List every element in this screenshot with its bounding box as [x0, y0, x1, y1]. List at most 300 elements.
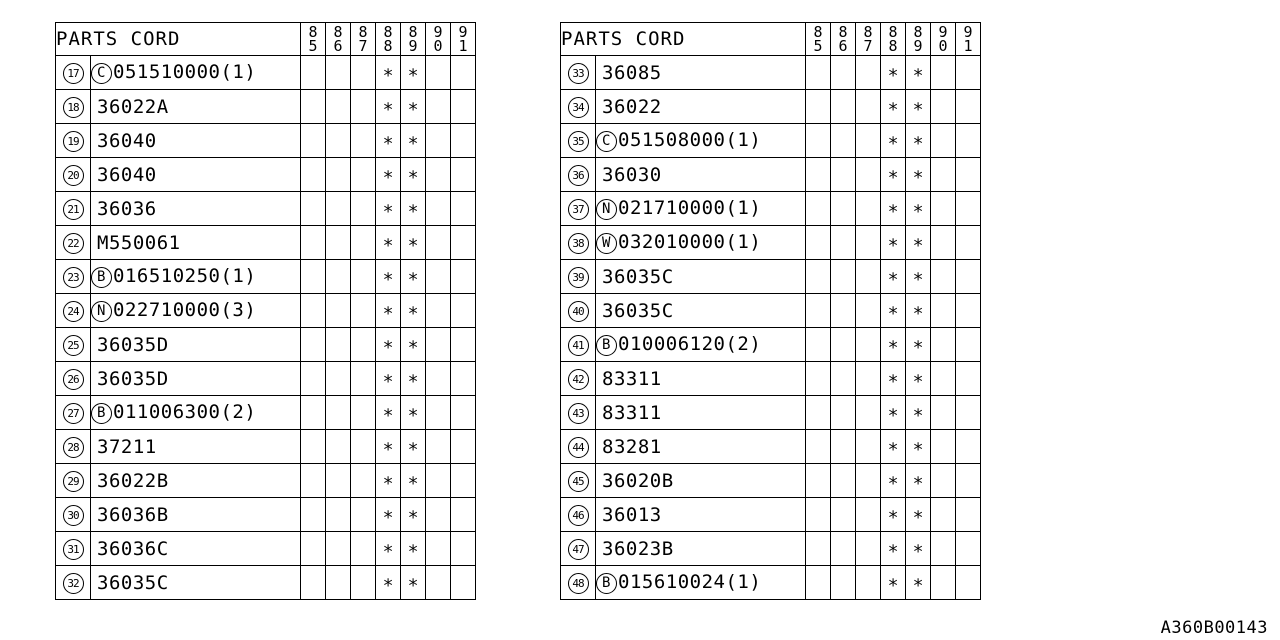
- empty-year-cell: [956, 328, 981, 362]
- ref-number-cell: [561, 396, 596, 430]
- prefix-badge: B: [91, 267, 112, 288]
- year-digit: 9: [938, 23, 948, 41]
- ref-number-badge: 28: [63, 437, 84, 458]
- table-row: [56, 226, 476, 260]
- empty-year-cell: [301, 328, 326, 362]
- prefix-badge: W: [596, 233, 617, 254]
- ref-number-cell: [56, 158, 91, 192]
- empty-year-cell: [956, 294, 981, 328]
- empty-year-cell: [326, 532, 351, 566]
- ref-number-cell: [561, 294, 596, 328]
- table-row: [56, 158, 476, 192]
- empty-year-cell: [326, 90, 351, 124]
- empty-year-cell: [451, 56, 476, 90]
- empty-year-cell: [931, 90, 956, 124]
- ref-number-badge: 31: [63, 539, 84, 560]
- part-code: 36085: [602, 61, 662, 84]
- year-header: [881, 23, 906, 56]
- part-code-cell: [596, 56, 806, 90]
- empty-year-cell: [326, 158, 351, 192]
- applicability-mark: ∗: [881, 260, 906, 294]
- ref-number-cell: [561, 124, 596, 158]
- empty-year-cell: [856, 158, 881, 192]
- part-code: 36022: [602, 95, 662, 118]
- empty-year-cell: [856, 90, 881, 124]
- part-code: 36040: [97, 163, 157, 186]
- header-row: [56, 23, 476, 56]
- empty-year-cell: [856, 430, 881, 464]
- empty-year-cell: [831, 260, 856, 294]
- table-row: [56, 328, 476, 362]
- table-row: [56, 464, 476, 498]
- year-header: [831, 23, 856, 56]
- part-code-cell: [596, 158, 806, 192]
- table-row: [561, 56, 981, 90]
- table-row: [56, 192, 476, 226]
- year-header: [301, 23, 326, 56]
- table-row: [56, 566, 476, 600]
- ref-number-badge: 46: [568, 505, 589, 526]
- empty-year-cell: [931, 192, 956, 226]
- table-row: [561, 498, 981, 532]
- empty-year-cell: [451, 260, 476, 294]
- empty-year-cell: [831, 498, 856, 532]
- applicability-mark: ∗: [376, 260, 401, 294]
- empty-year-cell: [856, 226, 881, 260]
- part-code-cell: [596, 260, 806, 294]
- year-digit: 8: [838, 23, 848, 41]
- applicability-mark: ∗: [906, 362, 931, 396]
- table-row: [561, 362, 981, 396]
- applicability-mark: ∗: [401, 532, 426, 566]
- year-digit: 0: [433, 37, 443, 55]
- year-digit: 8: [383, 23, 393, 41]
- ref-number-badge: 20: [63, 165, 84, 186]
- applicability-mark: ∗: [376, 294, 401, 328]
- part-code-cell: [91, 566, 301, 600]
- applicability-mark: ∗: [401, 56, 426, 90]
- parts-table-left: [55, 22, 476, 600]
- empty-year-cell: [426, 396, 451, 430]
- ref-number-cell: [561, 226, 596, 260]
- part-code-cell: [91, 226, 301, 260]
- empty-year-cell: [451, 566, 476, 600]
- year-digit: 8: [863, 23, 873, 41]
- part-code-cell: [596, 362, 806, 396]
- ref-number-badge: 41: [568, 335, 589, 356]
- part-code: 022710000(3): [113, 299, 257, 321]
- empty-year-cell: [351, 158, 376, 192]
- table-row: [561, 158, 981, 192]
- empty-year-cell: [856, 124, 881, 158]
- empty-year-cell: [301, 464, 326, 498]
- empty-year-cell: [806, 396, 831, 430]
- empty-year-cell: [806, 158, 831, 192]
- empty-year-cell: [831, 294, 856, 328]
- part-code: 36022B: [97, 469, 169, 492]
- ref-number-badge: 43: [568, 403, 589, 424]
- ref-number-cell: [56, 192, 91, 226]
- applicability-mark: ∗: [401, 192, 426, 226]
- empty-year-cell: [351, 430, 376, 464]
- empty-year-cell: [806, 90, 831, 124]
- applicability-mark: ∗: [881, 192, 906, 226]
- part-code: 36035C: [97, 571, 169, 594]
- empty-year-cell: [856, 192, 881, 226]
- ref-number-badge: 18: [63, 97, 84, 118]
- part-code-cell: [596, 498, 806, 532]
- year-digit: 5: [813, 37, 823, 55]
- year-header: [931, 23, 956, 56]
- part-code: 36036B: [97, 503, 169, 526]
- applicability-mark: ∗: [906, 90, 931, 124]
- year-header: [956, 23, 981, 56]
- table-row: [561, 566, 981, 600]
- empty-year-cell: [831, 124, 856, 158]
- ref-number-badge: 47: [568, 539, 589, 560]
- part-code: 032010000(1): [618, 231, 762, 253]
- empty-year-cell: [831, 532, 856, 566]
- empty-year-cell: [956, 498, 981, 532]
- empty-year-cell: [956, 90, 981, 124]
- empty-year-cell: [931, 362, 956, 396]
- empty-year-cell: [351, 124, 376, 158]
- applicability-mark: ∗: [906, 226, 931, 260]
- part-code-cell: [91, 260, 301, 294]
- applicability-mark: ∗: [881, 294, 906, 328]
- empty-year-cell: [856, 566, 881, 600]
- ref-number-badge: 19: [63, 131, 84, 152]
- applicability-mark: ∗: [376, 532, 401, 566]
- part-code: 021710000(1): [618, 197, 762, 219]
- empty-year-cell: [451, 396, 476, 430]
- applicability-mark: ∗: [906, 396, 931, 430]
- empty-year-cell: [831, 430, 856, 464]
- empty-year-cell: [326, 498, 351, 532]
- empty-year-cell: [426, 362, 451, 396]
- applicability-mark: ∗: [376, 430, 401, 464]
- empty-year-cell: [931, 464, 956, 498]
- header-row: [561, 23, 981, 56]
- ref-number-cell: [561, 532, 596, 566]
- ref-number-badge: 23: [63, 267, 84, 288]
- empty-year-cell: [426, 498, 451, 532]
- ref-number-cell: [561, 90, 596, 124]
- empty-year-cell: [956, 124, 981, 158]
- empty-year-cell: [351, 464, 376, 498]
- table-row: [56, 260, 476, 294]
- ref-number-badge: 35: [568, 131, 589, 152]
- empty-year-cell: [326, 328, 351, 362]
- empty-year-cell: [426, 430, 451, 464]
- year-digit: 9: [913, 37, 923, 55]
- empty-year-cell: [856, 498, 881, 532]
- applicability-mark: ∗: [906, 464, 931, 498]
- empty-year-cell: [806, 192, 831, 226]
- empty-year-cell: [351, 192, 376, 226]
- empty-year-cell: [451, 532, 476, 566]
- year-header: [351, 23, 376, 56]
- empty-year-cell: [956, 362, 981, 396]
- prefix-badge: N: [91, 301, 112, 322]
- applicability-mark: ∗: [376, 226, 401, 260]
- ref-number-cell: [56, 464, 91, 498]
- diagram-id: A360B00143: [1160, 618, 1268, 638]
- applicability-mark: ∗: [906, 56, 931, 90]
- year-digit: 1: [963, 37, 973, 55]
- column-header-parts-cord: PARTS CORD: [561, 23, 806, 56]
- applicability-mark: ∗: [376, 124, 401, 158]
- part-code: 015610024(1): [618, 571, 762, 593]
- empty-year-cell: [426, 328, 451, 362]
- empty-year-cell: [806, 362, 831, 396]
- empty-year-cell: [301, 192, 326, 226]
- empty-year-cell: [326, 192, 351, 226]
- applicability-mark: ∗: [906, 566, 931, 600]
- year-digit: 7: [358, 37, 368, 55]
- applicability-mark: ∗: [376, 498, 401, 532]
- empty-year-cell: [451, 362, 476, 396]
- applicability-mark: ∗: [881, 56, 906, 90]
- ref-number-cell: [56, 90, 91, 124]
- year-digit: 5: [308, 37, 318, 55]
- ref-number-cell: [56, 56, 91, 90]
- empty-year-cell: [326, 464, 351, 498]
- ref-number-cell: [561, 362, 596, 396]
- empty-year-cell: [806, 430, 831, 464]
- part-code-cell: [596, 328, 806, 362]
- part-code: 016510250(1): [113, 265, 257, 287]
- ref-number-badge: 36: [568, 165, 589, 186]
- year-digit: 9: [433, 23, 443, 41]
- empty-year-cell: [351, 56, 376, 90]
- empty-year-cell: [956, 430, 981, 464]
- year-digit: 8: [408, 23, 418, 41]
- table-row: [561, 464, 981, 498]
- prefix-badge: N: [596, 199, 617, 220]
- applicability-mark: ∗: [401, 90, 426, 124]
- table-row: [56, 124, 476, 158]
- empty-year-cell: [326, 566, 351, 600]
- applicability-mark: ∗: [401, 260, 426, 294]
- part-code: 36030: [602, 163, 662, 186]
- empty-year-cell: [856, 260, 881, 294]
- part-code: 83311: [602, 367, 662, 390]
- empty-year-cell: [831, 56, 856, 90]
- empty-year-cell: [326, 430, 351, 464]
- year-digit: 8: [888, 37, 898, 55]
- year-digit: 8: [813, 23, 823, 41]
- empty-year-cell: [956, 260, 981, 294]
- empty-year-cell: [931, 498, 956, 532]
- applicability-mark: ∗: [401, 158, 426, 192]
- empty-year-cell: [956, 566, 981, 600]
- part-code-cell: [91, 90, 301, 124]
- applicability-mark: ∗: [906, 328, 931, 362]
- table-row: [561, 124, 981, 158]
- ref-number-cell: [561, 430, 596, 464]
- empty-year-cell: [301, 566, 326, 600]
- ref-number-badge: 38: [568, 233, 589, 254]
- empty-year-cell: [301, 430, 326, 464]
- part-code: 051510000(1): [113, 61, 257, 83]
- ref-number-badge: 45: [568, 471, 589, 492]
- empty-year-cell: [301, 56, 326, 90]
- empty-year-cell: [301, 396, 326, 430]
- part-code: 36035C: [602, 299, 674, 322]
- part-code-cell: [91, 328, 301, 362]
- empty-year-cell: [806, 56, 831, 90]
- empty-year-cell: [931, 158, 956, 192]
- table-row: [56, 90, 476, 124]
- table-row: [561, 532, 981, 566]
- empty-year-cell: [426, 566, 451, 600]
- ref-number-cell: [561, 158, 596, 192]
- part-code-cell: [91, 362, 301, 396]
- empty-year-cell: [931, 396, 956, 430]
- prefix-badge: B: [91, 403, 112, 424]
- empty-year-cell: [831, 158, 856, 192]
- empty-year-cell: [451, 328, 476, 362]
- applicability-mark: ∗: [906, 532, 931, 566]
- empty-year-cell: [856, 464, 881, 498]
- part-code-cell: [91, 396, 301, 430]
- part-code-cell: [596, 192, 806, 226]
- table-row: [56, 532, 476, 566]
- part-code: 36036: [97, 197, 157, 220]
- empty-year-cell: [301, 124, 326, 158]
- year-header: [376, 23, 401, 56]
- empty-year-cell: [351, 226, 376, 260]
- table-row: [56, 294, 476, 328]
- empty-year-cell: [856, 362, 881, 396]
- empty-year-cell: [326, 56, 351, 90]
- year-digit: 9: [963, 23, 973, 41]
- empty-year-cell: [301, 362, 326, 396]
- part-code: 37211: [97, 435, 157, 458]
- empty-year-cell: [806, 226, 831, 260]
- applicability-mark: ∗: [376, 56, 401, 90]
- year-digit: 8: [308, 23, 318, 41]
- ref-number-badge: 30: [63, 505, 84, 526]
- empty-year-cell: [806, 566, 831, 600]
- applicability-mark: ∗: [401, 498, 426, 532]
- empty-year-cell: [301, 260, 326, 294]
- empty-year-cell: [931, 566, 956, 600]
- ref-number-badge: 24: [63, 301, 84, 322]
- empty-year-cell: [451, 430, 476, 464]
- applicability-mark: ∗: [881, 226, 906, 260]
- empty-year-cell: [451, 226, 476, 260]
- empty-year-cell: [426, 56, 451, 90]
- year-digit: 6: [333, 37, 343, 55]
- part-code-cell: [91, 192, 301, 226]
- applicability-mark: ∗: [376, 90, 401, 124]
- empty-year-cell: [426, 158, 451, 192]
- ref-number-badge: 34: [568, 97, 589, 118]
- empty-year-cell: [426, 226, 451, 260]
- part-code-cell: [596, 226, 806, 260]
- empty-year-cell: [831, 226, 856, 260]
- applicability-mark: ∗: [376, 328, 401, 362]
- ref-number-badge: 48: [568, 573, 589, 594]
- empty-year-cell: [351, 362, 376, 396]
- part-code: 36023B: [602, 537, 674, 560]
- empty-year-cell: [806, 294, 831, 328]
- ref-number-cell: [56, 566, 91, 600]
- ref-number-badge: 44: [568, 437, 589, 458]
- empty-year-cell: [301, 294, 326, 328]
- table-row: [561, 328, 981, 362]
- applicability-mark: ∗: [881, 90, 906, 124]
- table-row: [56, 396, 476, 430]
- empty-year-cell: [806, 124, 831, 158]
- applicability-mark: ∗: [401, 294, 426, 328]
- year-header: [426, 23, 451, 56]
- part-code-cell: [91, 532, 301, 566]
- applicability-mark: ∗: [881, 498, 906, 532]
- empty-year-cell: [931, 124, 956, 158]
- prefix-badge: C: [596, 131, 617, 152]
- empty-year-cell: [931, 294, 956, 328]
- empty-year-cell: [931, 260, 956, 294]
- part-code: 36020B: [602, 469, 674, 492]
- ref-number-badge: 37: [568, 199, 589, 220]
- empty-year-cell: [856, 328, 881, 362]
- ref-number-cell: [56, 294, 91, 328]
- empty-year-cell: [326, 396, 351, 430]
- year-digit: 0: [938, 37, 948, 55]
- empty-year-cell: [931, 328, 956, 362]
- year-header: [401, 23, 426, 56]
- ref-number-cell: [56, 532, 91, 566]
- prefix-badge: B: [596, 335, 617, 356]
- part-code: 36035D: [97, 333, 169, 356]
- table-row: [561, 294, 981, 328]
- empty-year-cell: [451, 294, 476, 328]
- parts-table-right: [560, 22, 981, 600]
- empty-year-cell: [956, 226, 981, 260]
- ref-number-badge: 29: [63, 471, 84, 492]
- empty-year-cell: [831, 566, 856, 600]
- ref-number-badge: 32: [63, 573, 84, 594]
- table-row: [56, 362, 476, 396]
- empty-year-cell: [351, 566, 376, 600]
- year-digit: 8: [888, 23, 898, 41]
- applicability-mark: ∗: [376, 192, 401, 226]
- part-code: 36035C: [602, 265, 674, 288]
- ref-number-badge: 40: [568, 301, 589, 322]
- empty-year-cell: [426, 124, 451, 158]
- part-code: 36013: [602, 503, 662, 526]
- applicability-mark: ∗: [401, 566, 426, 600]
- empty-year-cell: [426, 192, 451, 226]
- applicability-mark: ∗: [401, 464, 426, 498]
- ref-number-cell: [56, 260, 91, 294]
- table-row: [56, 430, 476, 464]
- part-code: 83311: [602, 401, 662, 424]
- part-code-cell: [596, 90, 806, 124]
- year-digit: 8: [333, 23, 343, 41]
- year-header: [451, 23, 476, 56]
- applicability-mark: ∗: [906, 158, 931, 192]
- part-code: 051508000(1): [618, 129, 762, 151]
- ref-number-cell: [56, 362, 91, 396]
- part-code: 83281: [602, 435, 662, 458]
- empty-year-cell: [956, 532, 981, 566]
- applicability-mark: ∗: [881, 532, 906, 566]
- applicability-mark: ∗: [881, 430, 906, 464]
